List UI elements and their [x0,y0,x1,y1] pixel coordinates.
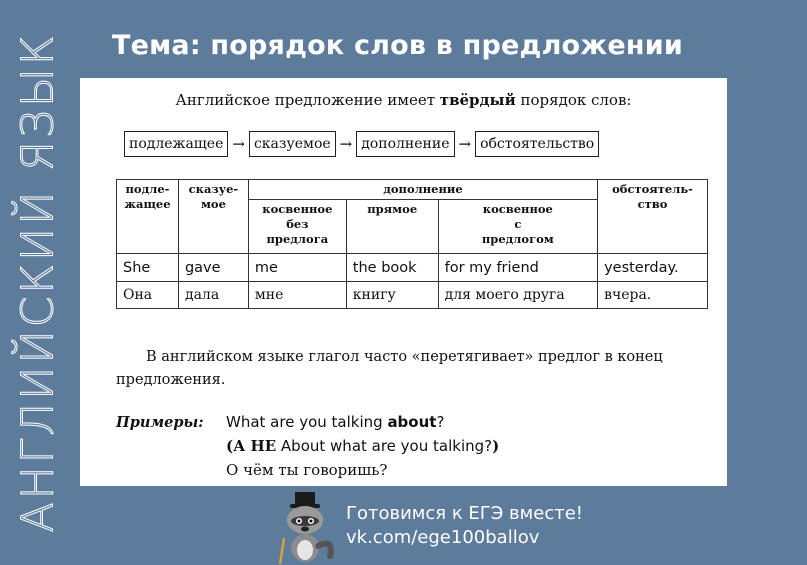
example-1-end: ? [436,413,445,431]
header-predicate: сказуе- мое [178,180,248,254]
header-indirect-prep: косвенное с предлогом [438,200,597,254]
flow-box-predicate: сказуемое [249,131,336,157]
flow-box-adverbial: обстоятельство [475,131,599,157]
table-header-row [117,180,708,200]
example-2-text: About what are you talking? [276,437,493,455]
promo-line-1: Готовимся к ЕГЭ вместе! [346,503,583,524]
example-line-1 [226,413,444,431]
arrow-right-icon: → [458,135,472,153]
vertical-subject-title [6,0,70,565]
table-cell: the book [346,254,438,282]
table-cell: Она [117,282,179,309]
table-cell: мне [248,282,346,309]
examples-label: Примеры: [116,414,204,431]
table-cell: книгу [346,282,438,309]
table-cell: для моего друга [438,282,597,309]
header-adverbial: обстоятель- ство [598,180,708,254]
page-title: Тема: порядок слов в предложении [112,30,683,61]
table-cell: She [117,254,179,282]
promo-link[interactable]: vk.com/ege100ballov [346,527,540,548]
example-2-open: (А НЕ [226,437,277,455]
table-cell: вчера. [598,282,708,309]
table-cell: дала [178,282,248,309]
header-subject: подле- жащее [117,180,179,254]
rule-paragraph: В английском языке глагол часто «перетягивает» предлог в конец предложения. [116,349,663,388]
header-direct: прямое [346,200,438,254]
flow-box-subject: подлежащее [124,131,228,157]
table-cell: gave [178,254,248,282]
promo-block [346,502,583,550]
table-cell: yesterday. [598,254,708,282]
arrow-right-icon: → [339,135,353,153]
example-line-3: О чём ты говоришь? [226,461,388,479]
header-object: дополнение [248,180,597,200]
word-order-flow [124,131,599,157]
example-1-bold: about [387,413,437,431]
example-line-2 [226,437,499,455]
vertical-subject-title-text: АНГЛИЙСКИЙ ЯЗЫК [12,32,64,533]
table-cell: for my friend [438,254,597,282]
intro-sentence [80,91,727,109]
word-order-table [116,179,708,309]
header-indirect-no-prep: косвенное без предлога [248,200,346,254]
intro-text-bold: твёрдый [439,91,516,109]
arrow-right-icon: → [232,135,245,153]
intro-text-after: порядок слов: [515,91,632,109]
content-card [80,78,727,486]
table-cell: me [248,254,346,282]
example-2-close: ) [492,437,500,455]
raccoon-mascot-icon [270,490,340,565]
flow-box-object: дополнение [356,131,454,157]
table-row [117,282,708,309]
intro-text-before: Английское предложение имеет [175,91,440,109]
example-1-text: What are you talking [226,413,388,431]
table-row [117,254,708,282]
